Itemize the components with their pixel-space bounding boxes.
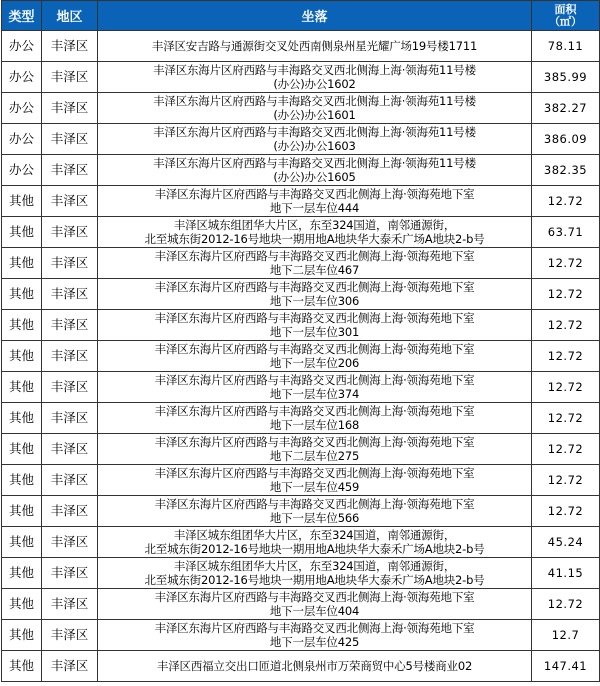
cell-area: 382.27 — [532, 93, 600, 124]
cell-district: 丰泽区 — [42, 93, 98, 124]
table-row — [2, 403, 600, 434]
cell-area: 12.72 — [532, 279, 600, 310]
cell-location — [98, 186, 532, 217]
location-line: 地下二层车位275 — [269, 449, 360, 463]
location-line: 地下一层车位374 — [269, 387, 360, 401]
location-line: 丰泽区西福立交出口匝道北侧泉州市万荣商贸中心5号楼商业02 — [156, 659, 473, 673]
header-district: 地区 — [42, 1, 98, 31]
table-row — [2, 434, 600, 465]
location-line: 丰泽区东海片区府西路与丰海路交叉西北侧海上海·领海苑地下室 — [154, 497, 475, 511]
cell-location — [98, 62, 532, 93]
location-line: 北至城东街2012-16号地块一期用地A地块华大泰禾广场A地块2-b号 — [144, 573, 485, 587]
cell-area: 12.72 — [532, 341, 600, 372]
cell-type: 其他 — [2, 465, 42, 496]
cell-district: 丰泽区 — [42, 558, 98, 589]
cell-area: 12.72 — [532, 589, 600, 620]
table-row — [2, 651, 600, 682]
location-line: 北至城东街2012-16号地块一期用地A地块华大泰禾广场A地块2-b号 — [144, 232, 485, 246]
cell-district: 丰泽区 — [42, 248, 98, 279]
cell-district: 丰泽区 — [42, 372, 98, 403]
cell-location — [98, 248, 532, 279]
location-line: 丰泽区东海片区府西路与丰海路交叉西北侧海上海·领海苑11号楼 — [153, 156, 476, 170]
location-line: 丰泽区东海片区府西路与丰海路交叉西北侧海上海·领海苑地下室 — [154, 435, 475, 449]
cell-type: 其他 — [2, 279, 42, 310]
location-line: 地下一层车位459 — [269, 480, 360, 494]
table-row — [2, 155, 600, 186]
cell-area: 12.72 — [532, 186, 600, 217]
location-line: 地下二层车位467 — [269, 263, 360, 277]
cell-area: 12.7 — [532, 620, 600, 651]
table-row — [2, 248, 600, 279]
cell-location — [98, 124, 532, 155]
cell-type: 其他 — [2, 589, 42, 620]
cell-area: 45.24 — [532, 527, 600, 558]
location-line: 丰泽区东海片区府西路与丰海路交叉西北侧海上海·领海苑地下室 — [154, 466, 475, 480]
cell-location — [98, 155, 532, 186]
cell-district: 丰泽区 — [42, 310, 98, 341]
cell-district: 丰泽区 — [42, 434, 98, 465]
cell-district: 丰泽区 — [42, 62, 98, 93]
cell-type: 办公 — [2, 31, 42, 62]
cell-location — [98, 496, 532, 527]
header-area-label: 面积 — [554, 2, 577, 16]
cell-type: 其他 — [2, 434, 42, 465]
header-area — [532, 1, 600, 31]
cell-area: 78.11 — [532, 31, 600, 62]
cell-type: 其他 — [2, 403, 42, 434]
cell-area: 41.15 — [532, 558, 600, 589]
table-row — [2, 31, 600, 62]
cell-area: 386.09 — [532, 124, 600, 155]
cell-type: 其他 — [2, 496, 42, 527]
table-row — [2, 589, 600, 620]
location-line: 丰泽区东海片区府西路与丰海路交叉西北侧海上海·领海苑地下室 — [154, 249, 475, 263]
cell-location — [98, 217, 532, 248]
cell-district: 丰泽区 — [42, 341, 98, 372]
table-row — [2, 217, 600, 248]
location-line: 丰泽区东海片区府西路与丰海路交叉西北侧海上海·领海苑地下室 — [154, 404, 475, 418]
cell-area: 12.72 — [532, 248, 600, 279]
table-row — [2, 124, 600, 155]
cell-location — [98, 527, 532, 558]
cell-area: 382.35 — [532, 155, 600, 186]
cell-type: 办公 — [2, 93, 42, 124]
location-line: 丰泽区东海片区府西路与丰海路交叉西北侧海上海·领海苑地下室 — [154, 280, 475, 294]
location-line: 丰泽区安吉路与通源街交叉处西南侧泉州星光耀广场19号楼1711 — [151, 39, 478, 53]
location-line: (办公)办公1605 — [273, 170, 356, 184]
location-line: 地下一层车位168 — [269, 418, 360, 432]
cell-district: 丰泽区 — [42, 186, 98, 217]
location-line: 丰泽区东海片区府西路与丰海路交叉西北侧海上海·领海苑11号楼 — [153, 63, 476, 77]
cell-location — [98, 93, 532, 124]
cell-type: 其他 — [2, 620, 42, 651]
cell-type: 其他 — [2, 186, 42, 217]
cell-type: 其他 — [2, 310, 42, 341]
cell-district: 丰泽区 — [42, 496, 98, 527]
location-line: 丰泽区东海片区府西路与丰海路交叉西北侧海上海·领海苑11号楼 — [153, 125, 476, 139]
cell-district: 丰泽区 — [42, 279, 98, 310]
cell-location — [98, 31, 532, 62]
table-row — [2, 527, 600, 558]
cell-type: 其他 — [2, 527, 42, 558]
cell-type: 办公 — [2, 155, 42, 186]
cell-district: 丰泽区 — [42, 124, 98, 155]
cell-location — [98, 434, 532, 465]
location-line: 北至城东街2012-16号地块一期用地A地块华大泰禾广场A地块2-b号 — [144, 542, 485, 556]
cell-type: 其他 — [2, 341, 42, 372]
property-table — [1, 0, 600, 682]
cell-location — [98, 465, 532, 496]
cell-type: 其他 — [2, 558, 42, 589]
table-row — [2, 310, 600, 341]
table-row — [2, 496, 600, 527]
cell-area: 385.99 — [532, 62, 600, 93]
location-line: 丰泽区东海片区府西路与丰海路交叉西北侧海上海·领海苑地下室 — [154, 621, 475, 635]
cell-type: 其他 — [2, 217, 42, 248]
cell-district: 丰泽区 — [42, 589, 98, 620]
cell-area: 12.72 — [532, 403, 600, 434]
table-row — [2, 558, 600, 589]
cell-type: 其他 — [2, 372, 42, 403]
cell-location — [98, 310, 532, 341]
cell-type: 其他 — [2, 248, 42, 279]
cell-type: 办公 — [2, 62, 42, 93]
cell-type: 其他 — [2, 651, 42, 682]
location-line: 丰泽区东海片区府西路与丰海路交叉西北侧海上海·领海苑地下室 — [154, 373, 475, 387]
cell-area: 12.72 — [532, 496, 600, 527]
cell-area: 63.71 — [532, 217, 600, 248]
location-line: 地下一层车位306 — [269, 294, 360, 308]
cell-location — [98, 372, 532, 403]
cell-location — [98, 403, 532, 434]
cell-location — [98, 341, 532, 372]
location-line: 丰泽区东海片区府西路与丰海路交叉西北侧海上海·领海苑11号楼 — [153, 94, 476, 108]
location-line: 地下一层车位301 — [269, 325, 360, 339]
location-line: 丰泽区城东组团华大片区，东至324国道，南邻通源街， — [173, 218, 456, 232]
location-line: 地下一层车位404 — [269, 604, 360, 618]
cell-district: 丰泽区 — [42, 527, 98, 558]
location-line: 丰泽区东海片区府西路与丰海路交叉西北侧海上海·领海苑地下室 — [154, 590, 475, 604]
location-line: 地下一层车位444 — [269, 201, 360, 215]
cell-location — [98, 589, 532, 620]
cell-district: 丰泽区 — [42, 217, 98, 248]
location-line: 地下一层车位425 — [269, 635, 360, 649]
table-row — [2, 372, 600, 403]
location-line: 地下一层车位566 — [269, 511, 360, 525]
cell-area: 12.72 — [532, 465, 600, 496]
header-type: 类型 — [2, 1, 42, 31]
header-row — [2, 1, 600, 31]
cell-district: 丰泽区 — [42, 31, 98, 62]
cell-district: 丰泽区 — [42, 465, 98, 496]
table-row — [2, 465, 600, 496]
cell-district: 丰泽区 — [42, 155, 98, 186]
location-line: 丰泽区东海片区府西路与丰海路交叉西北侧海上海·领海苑地下室 — [154, 311, 475, 325]
location-line: (办公)办公1601 — [273, 108, 356, 122]
cell-location — [98, 558, 532, 589]
cell-district: 丰泽区 — [42, 651, 98, 682]
table-row — [2, 186, 600, 217]
location-line: 丰泽区城东组团华大片区，东至324国道，南邻通源街， — [173, 528, 456, 542]
cell-area: 12.72 — [532, 310, 600, 341]
location-line: (办公)办公1603 — [273, 139, 356, 153]
cell-area: 12.72 — [532, 434, 600, 465]
header-location: 坐落 — [98, 1, 532, 31]
location-line: 丰泽区东海片区府西路与丰海路交叉西北侧海上海·领海苑地下室 — [154, 342, 475, 356]
cell-type: 办公 — [2, 124, 42, 155]
cell-district: 丰泽区 — [42, 620, 98, 651]
location-line: 丰泽区东海片区府西路与丰海路交叉西北侧海上海·领海苑地下室 — [154, 187, 475, 201]
table-row — [2, 341, 600, 372]
cell-location — [98, 620, 532, 651]
table-body — [2, 31, 600, 682]
table-row — [2, 93, 600, 124]
location-line: 丰泽区城东组团华大片区，东至324国道，南邻通源街， — [173, 559, 456, 573]
table-row — [2, 620, 600, 651]
cell-area: 12.72 — [532, 372, 600, 403]
cell-district: 丰泽区 — [42, 403, 98, 434]
cell-location — [98, 651, 532, 682]
cell-area: 147.41 — [532, 651, 600, 682]
location-line: (办公)办公1602 — [273, 77, 356, 91]
table-row — [2, 279, 600, 310]
table-row — [2, 62, 600, 93]
header-area-unit: （㎡） — [549, 14, 582, 28]
cell-location — [98, 279, 532, 310]
location-line: 地下一层车位206 — [269, 356, 360, 370]
